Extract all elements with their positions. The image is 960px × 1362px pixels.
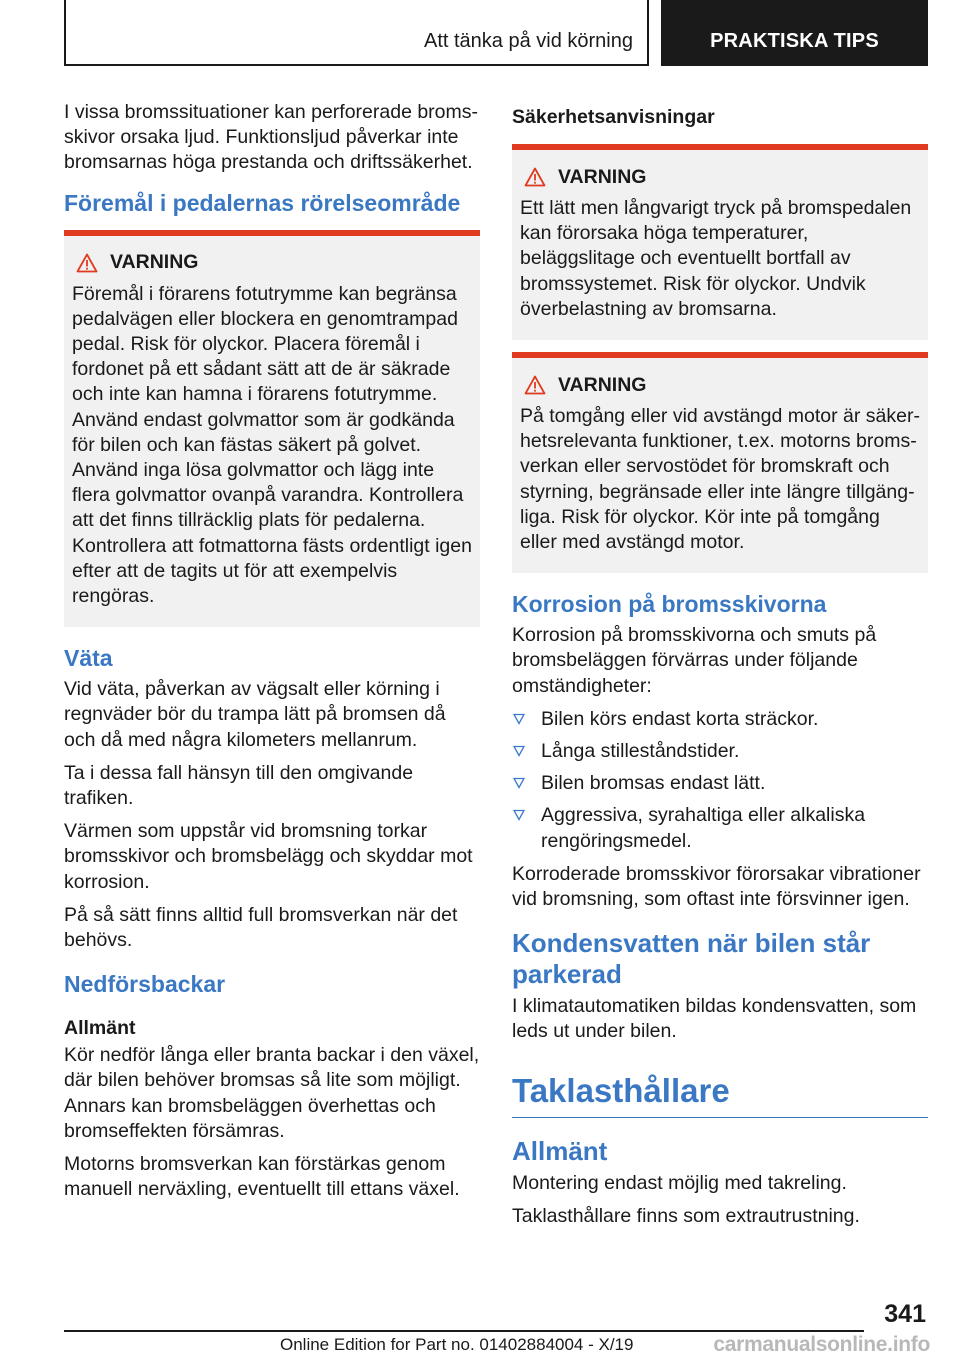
warning-triangle-icon — [524, 375, 546, 395]
subheading-general: Allmänt — [64, 1017, 136, 1040]
heading-safety-notes: Säkerhetsanvisningar — [512, 106, 715, 128]
warning-title-row — [72, 248, 472, 278]
left-column — [64, 100, 480, 1211]
condensation-paragraph: I klimatautomatiken bildas kondensvatten, som leds ut under bilen. — [512, 995, 917, 1043]
heading-corrosion: Korrosion på bromsskivorna — [512, 591, 827, 618]
bullet-triangle-icon — [513, 809, 525, 821]
corrosion-paragraph-2: Korroderade bromsskivor förorsakar vibrationer vid bromsning, som oftast inte försvinner igen. — [512, 862, 921, 911]
wet-paragraph-1: Vid väta, påverkan av vägsalt eller körning i regnväder bör du trampa lätt på bromsen då och då med några kilometers mellanrum. — [64, 678, 446, 751]
heading-roof-general: Allmänt — [512, 1135, 608, 1166]
bullet-triangle-icon — [513, 777, 525, 789]
section-tab — [64, 0, 649, 66]
warning-label: VARNING — [558, 165, 647, 188]
warning-title-row — [520, 162, 920, 192]
chapter-tab — [661, 0, 928, 66]
heading-wet: Väta — [64, 645, 113, 672]
warning-box-brake-pressure — [512, 144, 928, 340]
warning-box-idle — [512, 352, 928, 573]
warning-text: Ett lätt men långvarigt tryck på bromspedalen kan förorsaka höga temperaturer, beläggslitage och eventuellt bortfall av bromssystemet. Risk för olyckor. Undvik överbelastning av bromsarna. — [520, 197, 912, 320]
warning-text: På tomgång eller vid avstängd motor är säkerhetsrelevanta funktioner, t.ex. motorns bromsverkan eller servostödet för bromskraft och styrning, begränsade eller inte längre tillgängliga. Risk för olyckor. Kör inte på tomgång eller med avstängd motor. — [520, 405, 920, 554]
warning-text: Föremål i förarens fotutrymme kan begränsa pedalvägen eller blockera en genomtrampad pedal. Risk för olyckor. Placera föremål i fordonet på ett sådant sätt att de är säkrade och inte kan hamna i förarens fotutrymme. Använd endast golvmattor som är godkända för bilen och kan fästas säkert på golvet. Använd inga lösa golvmattor och lägg inte flera golvmattor ovanpå varandra. Kontrollera att det finns tillräcklig plats för pedalerna. Kontrollera att fotmattorna fästs ordentligt igen efter att de tagits ut för att exempelvis rengöras. — [72, 282, 472, 608]
corrosion-paragraph-1: Korrosion på bromsskivorna och smuts på bromsbeläggen förvärras under följande omständigheter: — [512, 624, 877, 697]
footer-edition: Online Edition for Part no. 01402884004 - X/19 — [280, 1335, 634, 1354]
section-title: Att tänka på vid körning — [423, 30, 633, 52]
list-item: Bilen körs endast korta sträckor. — [512, 707, 928, 732]
corrosion-list — [512, 707, 928, 854]
roof-paragraph-2: Taklasthållare finns som extrautrustning. — [512, 1204, 860, 1227]
warning-label: VARNING — [110, 251, 199, 274]
warning-triangle-icon — [524, 167, 546, 187]
intro-paragraph: I vissa bromssituationer kan perforerade bromsskivor orsaka ljud. Funktionsljud påverkar inte bromsarnas höga prestanda och driftssäkerhet. — [64, 101, 479, 174]
right-column — [512, 100, 928, 1237]
heading-downhill: Nedförsbackar — [64, 971, 226, 998]
watermark: carmanualsonline.info — [713, 1333, 930, 1356]
page-header — [64, 0, 928, 66]
heading-pedal-area: Föremål i pedalernas rörelseområde — [64, 189, 461, 216]
page-number: 341 — [884, 1300, 926, 1328]
warning-triangle-icon — [76, 253, 98, 273]
chapter-title: PRAKTISKA TIPS — [710, 30, 879, 52]
bullet-triangle-icon — [513, 713, 525, 725]
warning-title-row — [520, 370, 920, 400]
warning-label: VARNING — [558, 373, 647, 396]
downhill-paragraph-2: Motorns bromsverkan kan förstärkas genom manuell nerväxling, eventuellt till ettans växel. — [64, 1153, 460, 1201]
list-item: Långa stilleståndstider. — [512, 739, 928, 764]
footer-divider — [64, 1330, 864, 1332]
roof-paragraph-1: Montering endast möjlig med takreling. — [512, 1171, 847, 1194]
list-item: Bilen bromsas endast lätt. — [512, 771, 928, 796]
heading-roof-rack: Taklasthållare — [512, 1071, 928, 1118]
wet-paragraph-4: På så sätt finns alltid full bromsverkan när det behövs. — [64, 903, 458, 952]
bullet-triangle-icon — [513, 745, 525, 757]
list-item: Aggressiva, syrahaltiga eller alkaliska rengöringsmedel. — [512, 803, 928, 853]
warning-box-pedal — [64, 230, 480, 628]
downhill-paragraph-1: Kör nedför långa eller branta backar i den växel, där bilen behöver bromsas så lite som möjligt. Annars kan bromsbeläggen överhettas och bromseffekten försämras. — [64, 1044, 480, 1142]
wet-paragraph-2: Ta i dessa fall hänsyn till den omgivande trafiken. — [64, 761, 414, 810]
wet-paragraph-3: Värmen som uppstår vid bromsning torkar bromsskivor och bromsbelägg och skyddar mot korrosion. — [64, 820, 473, 893]
heading-condensation: Kondensvatten när bilen står parkerad — [512, 928, 871, 990]
